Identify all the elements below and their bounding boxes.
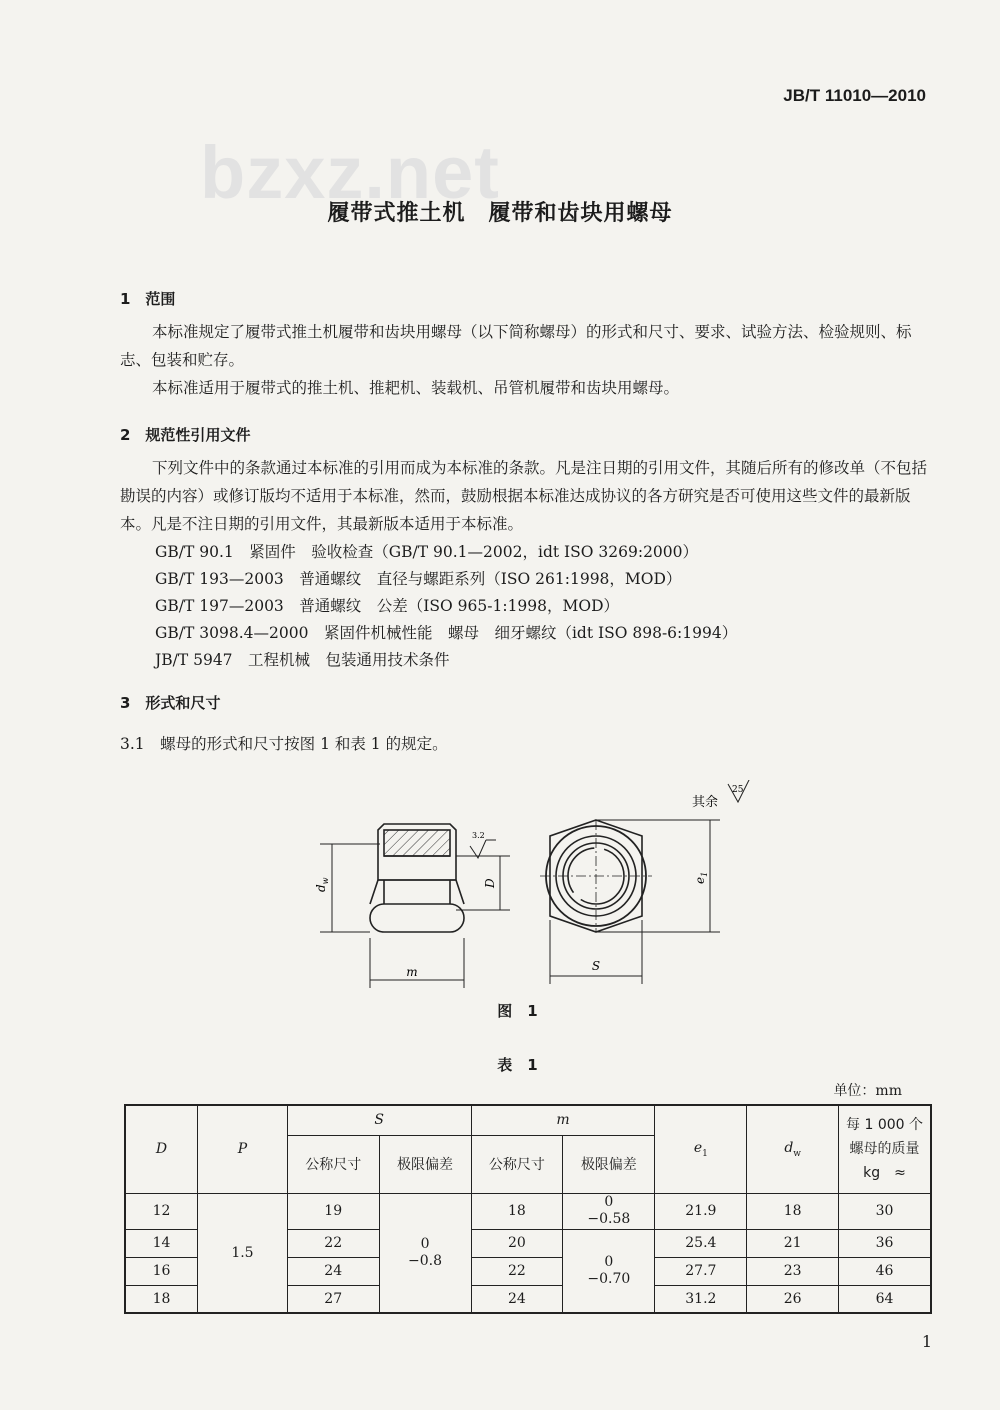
table-caption: 表 1 xyxy=(497,1056,538,1074)
watermark: bzxz.net xyxy=(200,131,500,214)
header-S: S xyxy=(287,1105,471,1135)
reference-item: JB/T 5947 工程机械 包装通用技术条件 xyxy=(155,651,450,669)
cell-m-tolerance: 0 −0.58 xyxy=(563,1193,655,1229)
cell-S: 27 xyxy=(287,1285,379,1313)
cell-dw: 18 xyxy=(747,1193,839,1229)
reference-item: GB/T 197—2003 普通螺纹 公差（ISO 965-1:1998，MOD） xyxy=(155,597,620,615)
subsection-3-1: 3.1 螺母的形式和尺寸按图 1 和表 1 的规定。 xyxy=(120,735,448,753)
header-mass: 每 1 000 个 螺母的质量 kg ≈ xyxy=(839,1105,931,1193)
dim-S-label: S xyxy=(591,959,601,973)
cell-S-tolerance: 0 −0.8 xyxy=(379,1193,471,1313)
dimensions-table xyxy=(124,1104,932,1314)
cell-mass: 30 xyxy=(839,1193,931,1229)
cell-m: 20 xyxy=(471,1229,563,1257)
header-D: D xyxy=(125,1105,198,1193)
cell-mass: 46 xyxy=(839,1257,931,1285)
cell-m: 22 xyxy=(471,1257,563,1285)
reference-item: GB/T 193—2003 普通螺纹 直径与螺距系列（ISO 261:1998，MOD） xyxy=(155,570,682,588)
roughness-rest-value: 25 xyxy=(732,785,744,795)
header-m: m xyxy=(471,1105,655,1135)
cell-S: 24 xyxy=(287,1257,379,1285)
references-paragraph: 下列文件中的条款通过本标准的引用而成为本标准的条款。凡是注日期的引用文件，其随后所有的修改单（不包括勘误的内容）或修订版均不适用于本标准，然而，鼓励根据本标准达成协议的各方研究是否可使用这些文件的最新版本。凡是不注日期的引用文件，其最新版本适用于本标准。 xyxy=(120,459,928,533)
section-heading-scope: 1 范围 xyxy=(120,290,176,308)
cell-S: 22 xyxy=(287,1229,379,1257)
reference-item: GB/T 90.1 紧固件 验收检查（GB/T 90.1—2002，idt ISO 3269:2000） xyxy=(155,543,699,561)
cell-mass: 64 xyxy=(839,1285,931,1313)
document-title: 履带式推土机 履带和齿块用螺母 xyxy=(327,201,673,226)
header-m-nominal: 公称尺寸 xyxy=(471,1135,563,1193)
table-row xyxy=(125,1193,931,1229)
header-S-nominal: 公称尺寸 xyxy=(287,1135,379,1193)
cell-mass: 36 xyxy=(839,1229,931,1257)
figure-caption: 图 1 xyxy=(497,1002,538,1020)
cell-D: 18 xyxy=(125,1285,198,1313)
page-number: 1 xyxy=(921,1332,932,1351)
dim-m-label: m xyxy=(406,965,418,979)
cell-dw: 23 xyxy=(747,1257,839,1285)
cell-e1: 31.2 xyxy=(655,1285,747,1313)
table-unit: 单位：mm xyxy=(833,1083,902,1099)
cell-S: 19 xyxy=(287,1193,379,1229)
cell-P: 1.5 xyxy=(198,1193,288,1313)
header-P: P xyxy=(198,1105,288,1193)
reference-item: GB/T 3098.4—2000 紧固件机械性能 螺母 细牙螺纹（idt ISO 898-6:1994） xyxy=(155,624,738,642)
header-S-tolerance: 极限偏差 xyxy=(379,1135,471,1193)
roughness-face-value: 3.2 xyxy=(472,831,485,840)
cell-e1: 27.7 xyxy=(655,1257,747,1285)
dim-dw-label: $d_w$ xyxy=(314,877,330,892)
header-dw: $d_w$ xyxy=(747,1105,839,1193)
cell-D: 12 xyxy=(125,1193,198,1229)
cell-D: 14 xyxy=(125,1229,198,1257)
cell-e1: 21.9 xyxy=(655,1193,747,1229)
scope-paragraph-2: 本标准适用于履带式的推土机、推耙机、装载机、吊管机履带和齿块用螺母。 xyxy=(152,379,680,397)
standard-number: JB/T 11010—2010 xyxy=(783,86,926,105)
section-heading-references: 2 规范性引用文件 xyxy=(120,426,251,444)
cell-dw: 21 xyxy=(747,1229,839,1257)
cell-D: 16 xyxy=(125,1257,198,1285)
roughness-rest-note: 其余 xyxy=(692,795,719,810)
dim-D-label: D xyxy=(483,878,497,888)
cell-m-tolerance: 0 −0.70 xyxy=(563,1229,655,1313)
scope-paragraph-1: 本标准规定了履带式推土机履带和齿块用螺母（以下简称螺母）的形式和尺寸、要求、试验方法、检验规则、标志、包装和贮存。 xyxy=(120,323,912,369)
cell-e1: 25.4 xyxy=(655,1229,747,1257)
cell-m: 24 xyxy=(471,1285,563,1313)
nut-drawing xyxy=(300,780,760,1000)
cell-m: 18 xyxy=(471,1193,563,1229)
section-heading-form-dimensions: 3 形式和尺寸 xyxy=(120,694,221,712)
nut-side-view xyxy=(370,824,464,932)
cell-dw: 26 xyxy=(747,1285,839,1313)
header-e1: $e_1$ xyxy=(655,1105,747,1193)
header-m-tolerance: 极限偏差 xyxy=(563,1135,655,1193)
dim-e1-label: $e_1$ xyxy=(693,871,709,884)
